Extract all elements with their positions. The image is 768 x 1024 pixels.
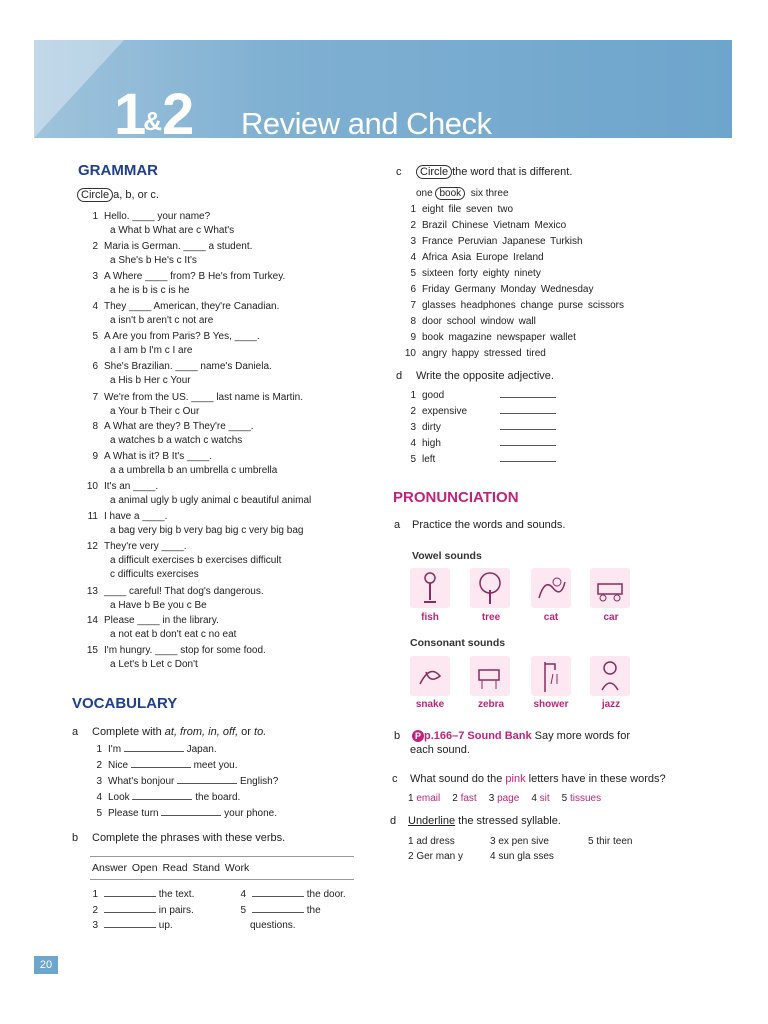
pron-b-instruction: b P p.166–7 Sound Bank Say more words for [394, 730, 631, 742]
grammar-d-item: 2 expensive [400, 406, 556, 417]
grammar-options: a His b Her c Your [110, 375, 191, 386]
pron-c-item: 5 tissues [561, 793, 602, 804]
pronunciation-heading: PRONUNCIATION [393, 489, 519, 506]
vocab-b-item: 5 the [240, 905, 321, 916]
fish-sound-icon [410, 568, 450, 608]
zebra-sound-icon [470, 656, 510, 696]
grammar-options: a isn't b aren't c not are [110, 315, 214, 326]
pron-d-item: 1 ad dress [408, 836, 455, 847]
vowel-caption: tree [481, 612, 501, 623]
grammar-d-item: 5 left [400, 454, 556, 465]
grammar-question: 5 A Are you from Paris? B Yes, ____. [92, 331, 260, 342]
grammar-c-item: 7 glasses headphones change purse scissors [410, 300, 625, 311]
grammar-question: 11 I have a ____. [87, 511, 168, 522]
grammar-c-item: 10 angry happy stressed tired [404, 348, 546, 359]
vocab-a-item: 5 Please turn your phone. [96, 808, 277, 819]
grammar-options: a Have b Be you c Be [110, 600, 207, 611]
cat-sound-icon [531, 568, 571, 608]
vowel-caption: car [603, 612, 619, 623]
page-number: 20 [34, 956, 58, 974]
grammar-c-instruction: c Circle the word that is different. [396, 166, 573, 178]
sound-bank-icon: P [412, 730, 424, 742]
grammar-question: 7 We're from the US. ____ last name is Martin. [92, 392, 304, 403]
grammar-c-item: 8 door school window wall [410, 316, 536, 327]
vocab-b-item5-cont: questions. [250, 920, 296, 931]
grammar-c-item: 9 book magazine newspaper wallet [410, 332, 576, 343]
vocab-b-item: 4 the door. [240, 889, 346, 900]
consonant-caption: jazz [601, 699, 621, 710]
grammar-instruction: Circle a, b, or c. [77, 189, 159, 201]
car-sound-icon [590, 568, 630, 608]
pron-c-item: 1 email [408, 793, 441, 804]
grammar-c-item: 6 Friday Germany Monday Wednesday [410, 284, 594, 295]
vocab-a-instruction: a Complete with at, from, in, off, or to. [72, 726, 267, 738]
grammar-question: 10 It's an ____. [86, 481, 159, 492]
circle-word: Circle [77, 188, 113, 202]
grammar-options: c difficults exercises [110, 569, 199, 580]
vocab-b-item: 3 up. [92, 920, 173, 931]
pron-d-item: 5 thir teen [588, 836, 633, 847]
pron-d-item: 4 sun gla sses [490, 851, 554, 862]
grammar-heading: GRAMMAR [78, 162, 158, 179]
vowel-caption: cat [543, 612, 559, 623]
unit-number: 1&2 [114, 82, 192, 138]
grammar-question: 2 Maria is German. ____ a student. [92, 241, 253, 252]
grammar-question: 6 She's Brazilian. ____ name's Daniela. [92, 361, 272, 372]
pron-d-instruction: d Underline the stressed syllable. [390, 815, 561, 827]
jazz-sound-icon [590, 656, 630, 696]
grammar-c-item: 5 sixteen forty eighty ninety [410, 268, 541, 279]
verb-list: Answer Open Read Stand Work [92, 862, 250, 874]
grammar-question: 15 I'm hungry. ____ stop for some food. [86, 645, 266, 656]
pron-c-instruction: c What sound do the pink letters have in these words? [392, 773, 666, 785]
grammar-question: 12 They're very ____. [86, 541, 187, 552]
banner-decoration [34, 40, 124, 138]
pron-b-instruction-cont: each sound. [410, 744, 470, 756]
pron-d-item: 3 ex pen sive [490, 836, 549, 847]
grammar-options: a bag very big b very bag big c very big bag [110, 525, 304, 536]
grammar-c-item: 1 eight file seven two [410, 204, 514, 215]
grammar-options: a Let's b Let c Don't [110, 659, 198, 670]
grammar-options: a he is b is c is he [110, 285, 190, 296]
shower-sound-icon [531, 656, 571, 696]
pron-c-item: 4 sit [531, 793, 550, 804]
grammar-c-item: 2 Brazil Chinese Vietnam Mexico [410, 220, 567, 231]
grammar-options: a difficult exercises b exercises difficult [110, 555, 282, 566]
grammar-options: a She's b He's c It's [110, 255, 197, 266]
vocab-a-item: 2 Nice meet you. [96, 760, 238, 771]
grammar-question: 4 They ____ American, they're Canadian. [92, 301, 280, 312]
vowel-caption: fish [421, 612, 439, 623]
grammar-c-example: one book six three [416, 188, 509, 199]
consonant-sounds-title: Consonant sounds [410, 637, 506, 649]
grammar-question: 9 A What is it? B It's ____. [92, 451, 213, 462]
grammar-d-item: 4 high [400, 438, 556, 449]
tree-sound-icon [470, 568, 510, 608]
pron-d-item: 2 Ger man y [408, 851, 464, 862]
verb-box-top [90, 856, 354, 857]
snake-sound-icon [410, 656, 450, 696]
vocabulary-heading: VOCABULARY [72, 695, 178, 712]
grammar-d-item: 1 good [400, 390, 556, 401]
grammar-question: 13 ____ careful! That dog's dangerous. [86, 586, 264, 597]
grammar-question: 14 Please ____ in the library. [86, 615, 219, 626]
grammar-question: 3 A Where ____ from? B He's from Turkey. [92, 271, 286, 282]
grammar-options: a What b What are c What's [110, 225, 235, 236]
vocab-b-item: 2 in pairs. [92, 905, 194, 916]
pron-c-item: 3 page [488, 793, 520, 804]
grammar-options: a I am b I'm c I are [110, 345, 193, 356]
consonant-caption: shower [533, 699, 569, 710]
pron-a-instruction: a Practice the words and sounds. [394, 519, 566, 531]
vocab-b-instruction: b Complete the phrases with these verbs. [72, 832, 286, 844]
vocab-a-item: 3 What's bonjour English? [96, 776, 279, 787]
grammar-question: 8 A What are they? B They're ____. [92, 421, 254, 432]
grammar-options: a a umbrella b an umbrella c umbrella [110, 465, 278, 476]
verb-box-bottom [90, 879, 354, 880]
grammar-options: a animal ugly b ugly animal c beautiful animal [110, 495, 312, 506]
grammar-options: a not eat b don't eat c no eat [110, 629, 237, 640]
grammar-c-item: 3 France Peruvian Japanese Turkish [410, 236, 583, 247]
vocab-a-item: 4 Look the board. [96, 792, 241, 803]
pron-c-item: 2 fast [452, 793, 477, 804]
circle-word: Circle [416, 165, 452, 179]
page-title: Review and Check [241, 106, 492, 138]
vowel-sounds-title: Vowel sounds [412, 550, 482, 562]
vocab-a-item: 1 I'm Japan. [96, 744, 217, 755]
vocab-b-item: 1 the text. [92, 889, 195, 900]
grammar-question: 1 Hello. ____ your name? [92, 211, 211, 222]
consonant-caption: snake [415, 699, 445, 710]
grammar-d-instruction: d Write the opposite adjective. [396, 370, 554, 382]
pron-c-items [408, 793, 613, 804]
grammar-options: a watches b a watch c watchs [110, 435, 243, 446]
grammar-options: a Your b Their c Our [110, 406, 200, 417]
grammar-c-item: 4 Africa Asia Europe Ireland [410, 252, 544, 263]
grammar-d-item: 3 dirty [400, 422, 556, 433]
consonant-caption: zebra [477, 699, 505, 710]
unit-banner [34, 40, 732, 138]
